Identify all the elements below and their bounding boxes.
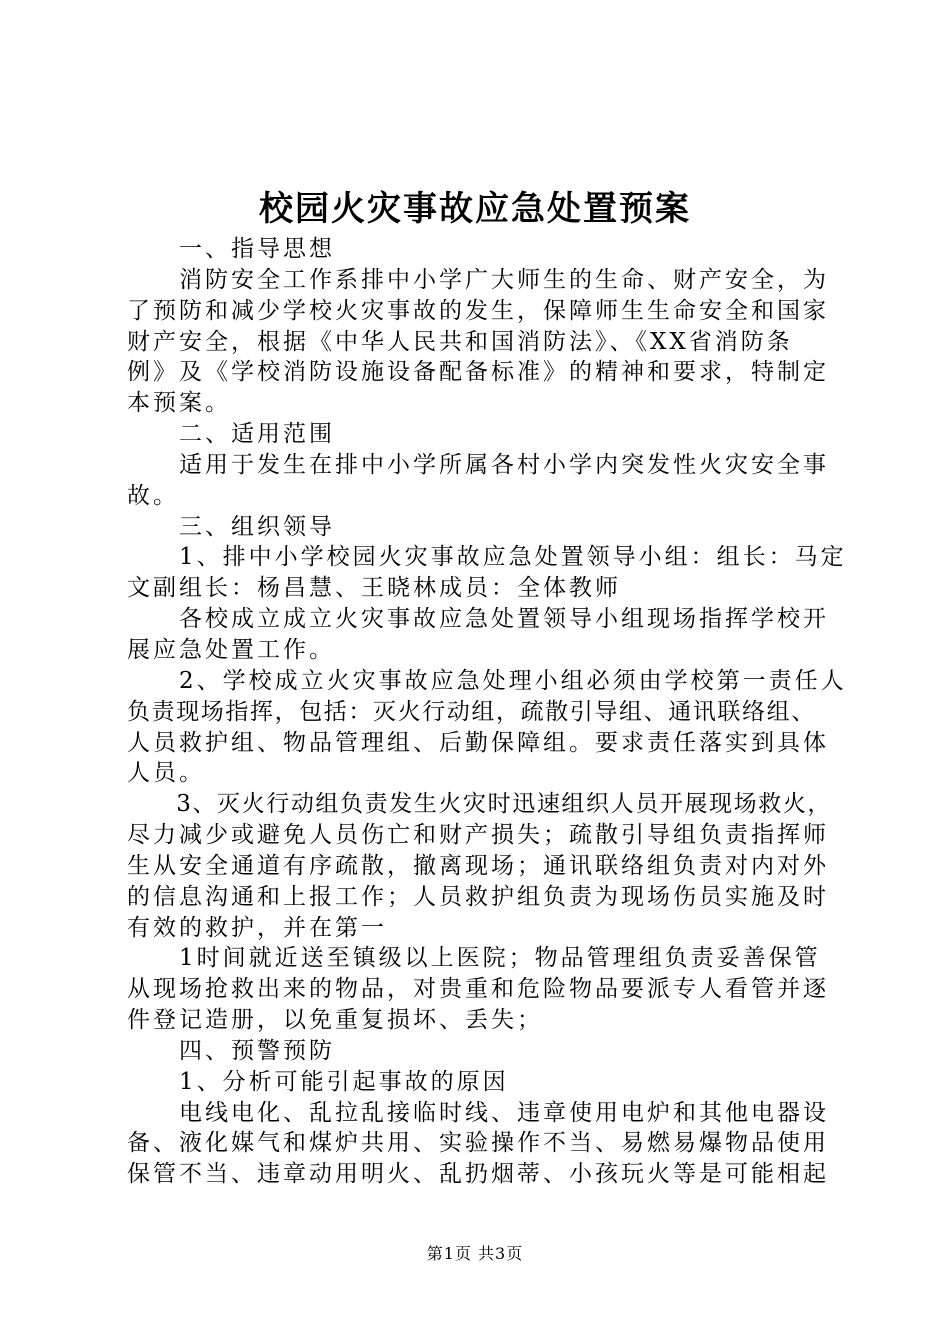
text-line: 一、指导思想 bbox=[127, 236, 335, 262]
text-line: 备、液化媒气和煤炉共用、实验操作不当、易燃易爆物品使用 bbox=[127, 1130, 829, 1157]
text-line: 1时间就近送至镇级以上医院；物品管理组负责妥善保管 bbox=[127, 945, 821, 972]
text-line: 了预防和减少学校火灾事故的发生，保障师生生命安全和国家 bbox=[127, 297, 829, 324]
text-line: 2、学校成立火灾事故应急处理小组必须由学校第一责任人 bbox=[127, 667, 847, 694]
text-line: 各校成立成立火灾事故应急处置领导小组现场指挥学校开 bbox=[127, 606, 829, 633]
text-line: 四、预警预防 bbox=[127, 1037, 335, 1064]
text-line: 从现场抢救出来的物品，对贵重和危险物品要派专人看管并逐 bbox=[127, 976, 829, 1003]
text-line: 展应急处置工作。 bbox=[127, 636, 335, 663]
text-line: 1、排中小学校园火灾事故应急处置领导小组：组长：马定 bbox=[127, 544, 847, 571]
text-line: 生从安全通道有序疏散，撤离现场；通讯联络组负责对内对外 bbox=[127, 852, 829, 879]
text-line: 财产安全，根据《中华人民共和国消防法》、《XX省消防条 bbox=[127, 328, 793, 355]
text-line: 1、分析可能引起事故的原因 bbox=[127, 1068, 509, 1095]
text-line: 负责现场指挥，包括：灭火行动组，疏散引导组、通讯联络组、 bbox=[127, 698, 816, 725]
text-line: 人员。 bbox=[127, 760, 205, 787]
text-line: 适用于发生在排中小学所属各村小学内突发性火灾安全事 bbox=[127, 451, 829, 478]
page-footer: 第1页 共3页 bbox=[426, 1244, 524, 1263]
text-line: 本预案。 bbox=[127, 390, 231, 417]
text-line: 例》及《学校消防设施设备配备标准》的精神和要求，特制定 bbox=[127, 359, 829, 386]
document-body bbox=[127, 234, 847, 1190]
text-line: 电线电化、乱拉乱接临时线、违章使用电炉和其他电器设 bbox=[127, 1099, 829, 1126]
text-line: 故。 bbox=[127, 482, 179, 509]
text-line: 件登记造册，以免重复损坏、丢失； bbox=[127, 1007, 543, 1034]
text-line: 保管不当、违章动用明火、乱扔烟蒂、小孩玩火等是可能相起 bbox=[127, 1161, 829, 1188]
text-line: 三、组织领导 bbox=[127, 513, 335, 540]
text-line: 尽力减少或避免人员伤亡和财产损失；疏散引导组负责指挥师 bbox=[127, 822, 829, 849]
text-line: 消防安全工作系排中小学广大师生的生命、财产安全，为 bbox=[127, 266, 829, 293]
page-title: 校园火灾事故应急处置预案 bbox=[259, 189, 691, 229]
text-line: 文副组长：杨昌慧、王晓林成员：全体教师 bbox=[127, 575, 621, 602]
text-line: 3、灭火行动组负责发生火灾时迅速组织人员开展现场救火， bbox=[127, 791, 833, 818]
text-line: 人员救护组、物品管理组、后勤保障组。要求责任落实到具体 bbox=[127, 729, 829, 756]
text-line: 有效的救护，并在第一 bbox=[127, 914, 387, 941]
text-line: 二、适用范围 bbox=[127, 421, 335, 448]
text-line: 的信息沟通和上报工作；人员救护组负责为现场伤员实施及时 bbox=[127, 883, 829, 910]
